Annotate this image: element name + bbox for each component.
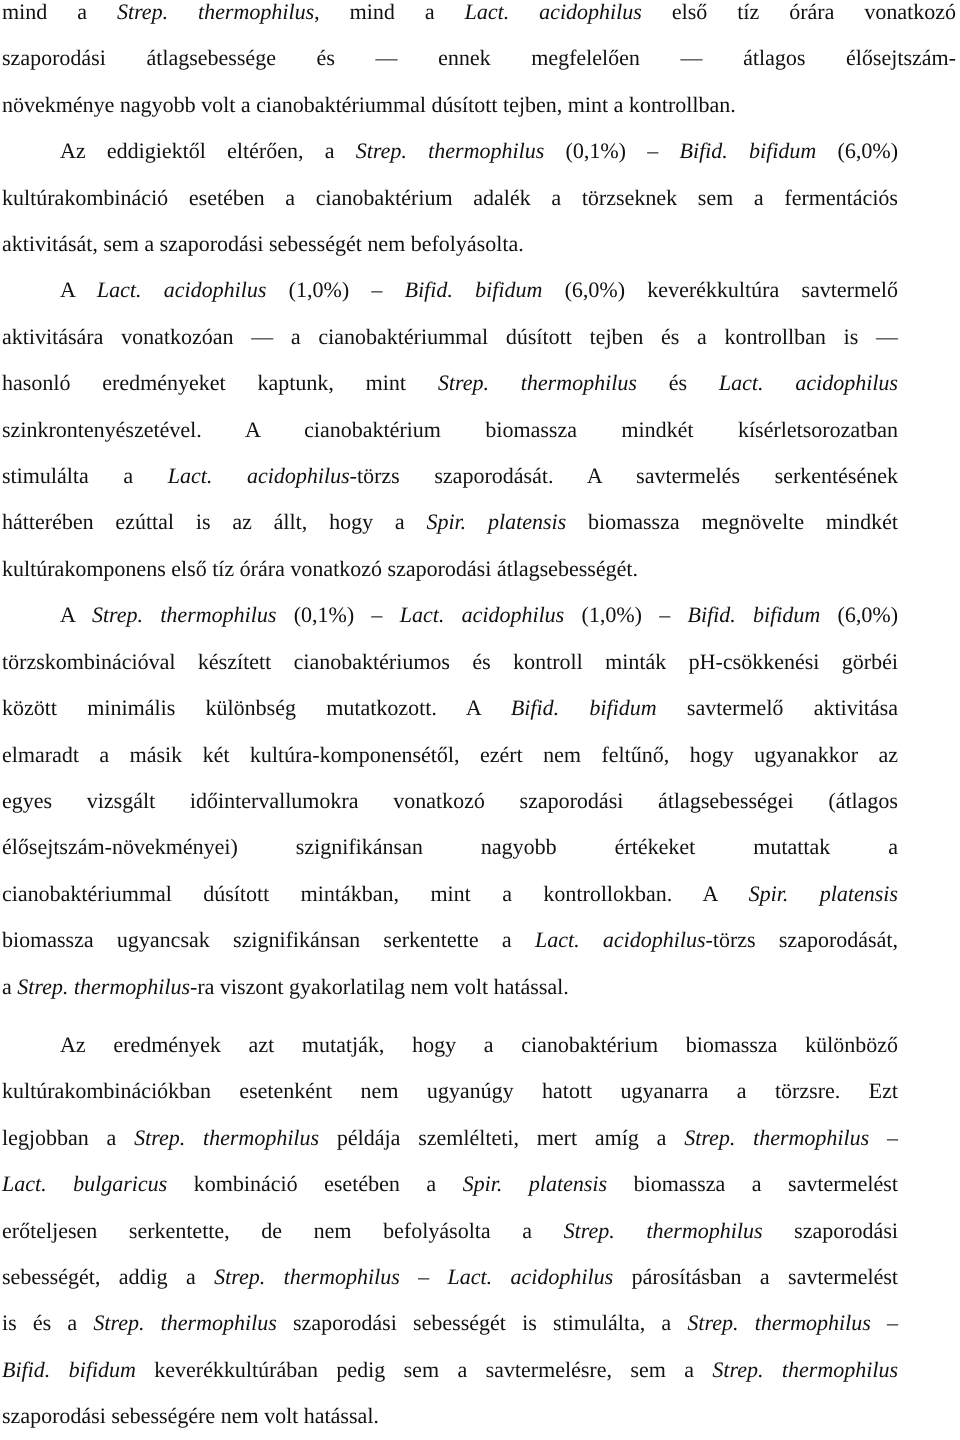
text-run: A <box>60 277 97 303</box>
text-run: elmaradt a másik két kultúra-komponensétől, ezért nem feltűnő, hogy ugyanakkor az <box>2 741 898 767</box>
text-line <box>2 1264 898 1289</box>
text-line <box>2 1310 898 1335</box>
text-line <box>2 927 898 952</box>
text-run: kultúrakombináció esetében a cianobaktérium adalék a törzseknek sem a fermentációs <box>2 184 898 210</box>
text-run: biomassza megnövelte mindkét <box>566 509 898 535</box>
italic-species-name: Bifid. bifidum <box>2 1356 136 1382</box>
italic-species-name: Strep. thermophilus <box>684 1124 870 1150</box>
text-run: (1,0%) – <box>564 602 688 628</box>
text-line <box>2 45 956 70</box>
text-run: kombináció esetében a <box>167 1171 463 1197</box>
italic-species-name: Bifid. bifidum <box>679 138 817 164</box>
text-run: (0,1%) – <box>276 602 400 628</box>
text-line <box>60 138 898 163</box>
italic-species-name: Lact. acidophilus <box>447 1263 614 1289</box>
text-run: – <box>870 1310 899 1336</box>
paragraph-three-strain <box>2 592 956 1010</box>
text-run: első tíz órára vonatkozó <box>641 0 956 24</box>
text-line <box>2 1218 898 1243</box>
italic-species-name: Lact. bulgaricus <box>2 1171 168 1197</box>
text-line <box>60 602 898 627</box>
text-line <box>2 417 898 442</box>
text-line <box>2 1125 898 1150</box>
text-line <box>2 0 956 24</box>
text-line <box>2 185 898 210</box>
text-run: a <box>2 973 18 999</box>
text-line <box>2 1357 898 1382</box>
italic-species-name: Lact. acidophilus <box>96 277 267 303</box>
text-run: is és a <box>2 1310 94 1336</box>
paragraph-lact-bifid <box>2 267 956 592</box>
text-run: aktivitására vonatkozóan — a cianobaktériummal dúsított tejben és a kontrollban is — <box>2 323 898 349</box>
italic-species-name: Spir. platensis <box>462 1171 608 1197</box>
text-run: -törzs szaporodását, <box>705 927 898 953</box>
text-run: , mind a <box>314 0 465 24</box>
text-line <box>2 509 898 534</box>
text-run: szaporodási <box>762 1217 898 1243</box>
text-run: (6,0%) <box>816 138 899 164</box>
text-run: (6,0%) keverékkultúra savtermelő <box>542 277 898 303</box>
italic-species-name: Spir. platensis <box>748 880 898 906</box>
italic-species-name: Strep. thermophilus <box>134 1124 320 1150</box>
text-run: kultúrakombinációkban esetenként nem ugyanúgy hatott ugyanarra a törzsre. Ezt <box>2 1078 898 1104</box>
text-run: sebességét, addig a <box>2 1263 215 1289</box>
text-line <box>2 231 524 256</box>
text-run: (6,0%) <box>820 602 899 628</box>
text-run: keverékkultúrában pedig sem a savtermelésre, sem a <box>135 1356 713 1382</box>
italic-species-name: Strep. thermophilus <box>91 602 277 628</box>
italic-species-name: Strep. thermophilus <box>687 1310 871 1336</box>
italic-species-name: Bifid. bifidum <box>510 695 657 721</box>
text-run: Az eredmények azt mutatják, hogy a cianobaktérium biomassza különböző <box>60 1031 898 1057</box>
text-line <box>2 556 638 581</box>
text-run: erőteljesen serkentette, de nem befolyásolta a <box>2 1217 564 1243</box>
italic-species-name: Strep. thermophilus <box>712 1356 899 1382</box>
text-line <box>2 463 898 488</box>
text-run: A <box>60 602 92 628</box>
text-run: szaporodási átlagsebessége és — ennek megfelelően — átlagos élősejtszám- <box>2 45 956 71</box>
text-run: szinkrontenyészetével. A cianobaktérium biomassza mindkét kísérletsorozatban <box>2 416 898 442</box>
italic-species-name: Strep. thermophilus <box>93 1310 277 1336</box>
text-run: (0,1%) – <box>544 138 680 164</box>
text-line <box>2 1403 379 1428</box>
italic-species-name: Lact. acidophilus <box>167 463 350 489</box>
text-run: biomassza a savtermelést <box>607 1171 898 1197</box>
text-run: – <box>869 1124 899 1150</box>
text-run: aktivitását, sem a szaporodási sebességét nem befolyásolta. <box>2 231 524 257</box>
text-run: között minimális különbség mutatkozott. A <box>2 695 511 721</box>
text-run: növekménye nagyobb volt a cianobaktériummal dúsított tejben, mint a kontrollban. <box>2 91 736 117</box>
text-run: stimulálta a <box>2 463 168 489</box>
text-run: párosításban a savtermelést <box>613 1263 899 1289</box>
text-line <box>2 1078 898 1103</box>
text-line <box>2 649 898 674</box>
text-run: savtermelő aktivitása <box>656 695 899 721</box>
text-run: cianobaktériummal dúsított mintákban, mint a kontrollokban. A <box>2 880 749 906</box>
italic-species-name: Bifid. bifidum <box>687 602 821 628</box>
text-line <box>2 1171 898 1196</box>
italic-species-name: Strep. thermophilus <box>563 1217 763 1243</box>
text-run: egyes vizsgált időintervallumokra vonatkozó szaporodási átlagsebességei (átlagos <box>2 787 898 813</box>
text-run: példája szemlélteti, mert amíg a <box>319 1124 685 1150</box>
text-run: és <box>636 370 719 396</box>
text-line <box>2 370 898 395</box>
text-run: élősejtszám-növekményei) szignifikánsan nagyobb értékeket mutattak a <box>2 834 898 860</box>
paragraph-strep-bifid <box>2 128 956 267</box>
text-run: (1,0%) – <box>266 277 405 303</box>
italic-species-name: Bifid. bifidum <box>404 277 543 303</box>
text-run: hátterében ezúttal is az állt, hogy a <box>2 509 427 535</box>
text-run: hasonló eredményeket kaptunk, mint <box>2 370 438 396</box>
italic-species-name: Strep. thermophilus <box>116 0 315 24</box>
text-line <box>2 92 736 117</box>
text-run: biomassza ugyancsak szignifikánsan serkentette a <box>2 927 535 953</box>
text-line <box>2 834 898 859</box>
italic-species-name: Lact. acidophilus <box>399 602 565 628</box>
paragraph-continuation <box>2 0 956 128</box>
text-run: törzskombinációval készített cianobaktériumos és kontroll minták pH-csökkenési görbéi <box>2 648 898 674</box>
text-run: mind a <box>2 0 117 24</box>
text-run: -törzs szaporodását. A savtermelés serkentésének <box>349 463 899 489</box>
italic-species-name: Lact. acidophilus <box>534 927 706 953</box>
text-line <box>60 1032 898 1057</box>
italic-species-name: Strep. thermophilus <box>17 973 190 999</box>
text-run: szaporodási sebességére nem volt hatással. <box>2 1403 379 1429</box>
italic-species-name: Lact. acidophilus <box>718 370 898 396</box>
text-line <box>2 881 898 906</box>
italic-species-name: Strep. thermophilus <box>214 1263 400 1289</box>
text-line <box>2 742 898 767</box>
text-line <box>2 324 898 349</box>
text-run: kultúrakomponens első tíz órára vonatkozó szaporodási átlagsebességét. <box>2 555 638 581</box>
italic-species-name: Lact. acidophilus <box>464 0 642 24</box>
italic-species-name: Spir. platensis <box>426 509 567 535</box>
text-line <box>2 788 898 813</box>
text-run: -ra viszont gyakorlatilag nem volt hatással. <box>190 973 569 999</box>
text-run: legjobban a <box>2 1124 135 1150</box>
italic-species-name: Strep. thermophilus <box>437 370 637 396</box>
italic-species-name: Strep. thermophilus <box>355 138 545 164</box>
text-line <box>60 277 898 302</box>
text-line <box>2 695 898 720</box>
text-run: szaporodási sebességét is stimulálta, a <box>276 1310 688 1336</box>
text-line <box>2 974 569 999</box>
paragraph-conclusion <box>2 1022 956 1440</box>
text-run: Az eddigiektől eltérően, a <box>60 138 356 164</box>
text-run: – <box>399 1263 448 1289</box>
